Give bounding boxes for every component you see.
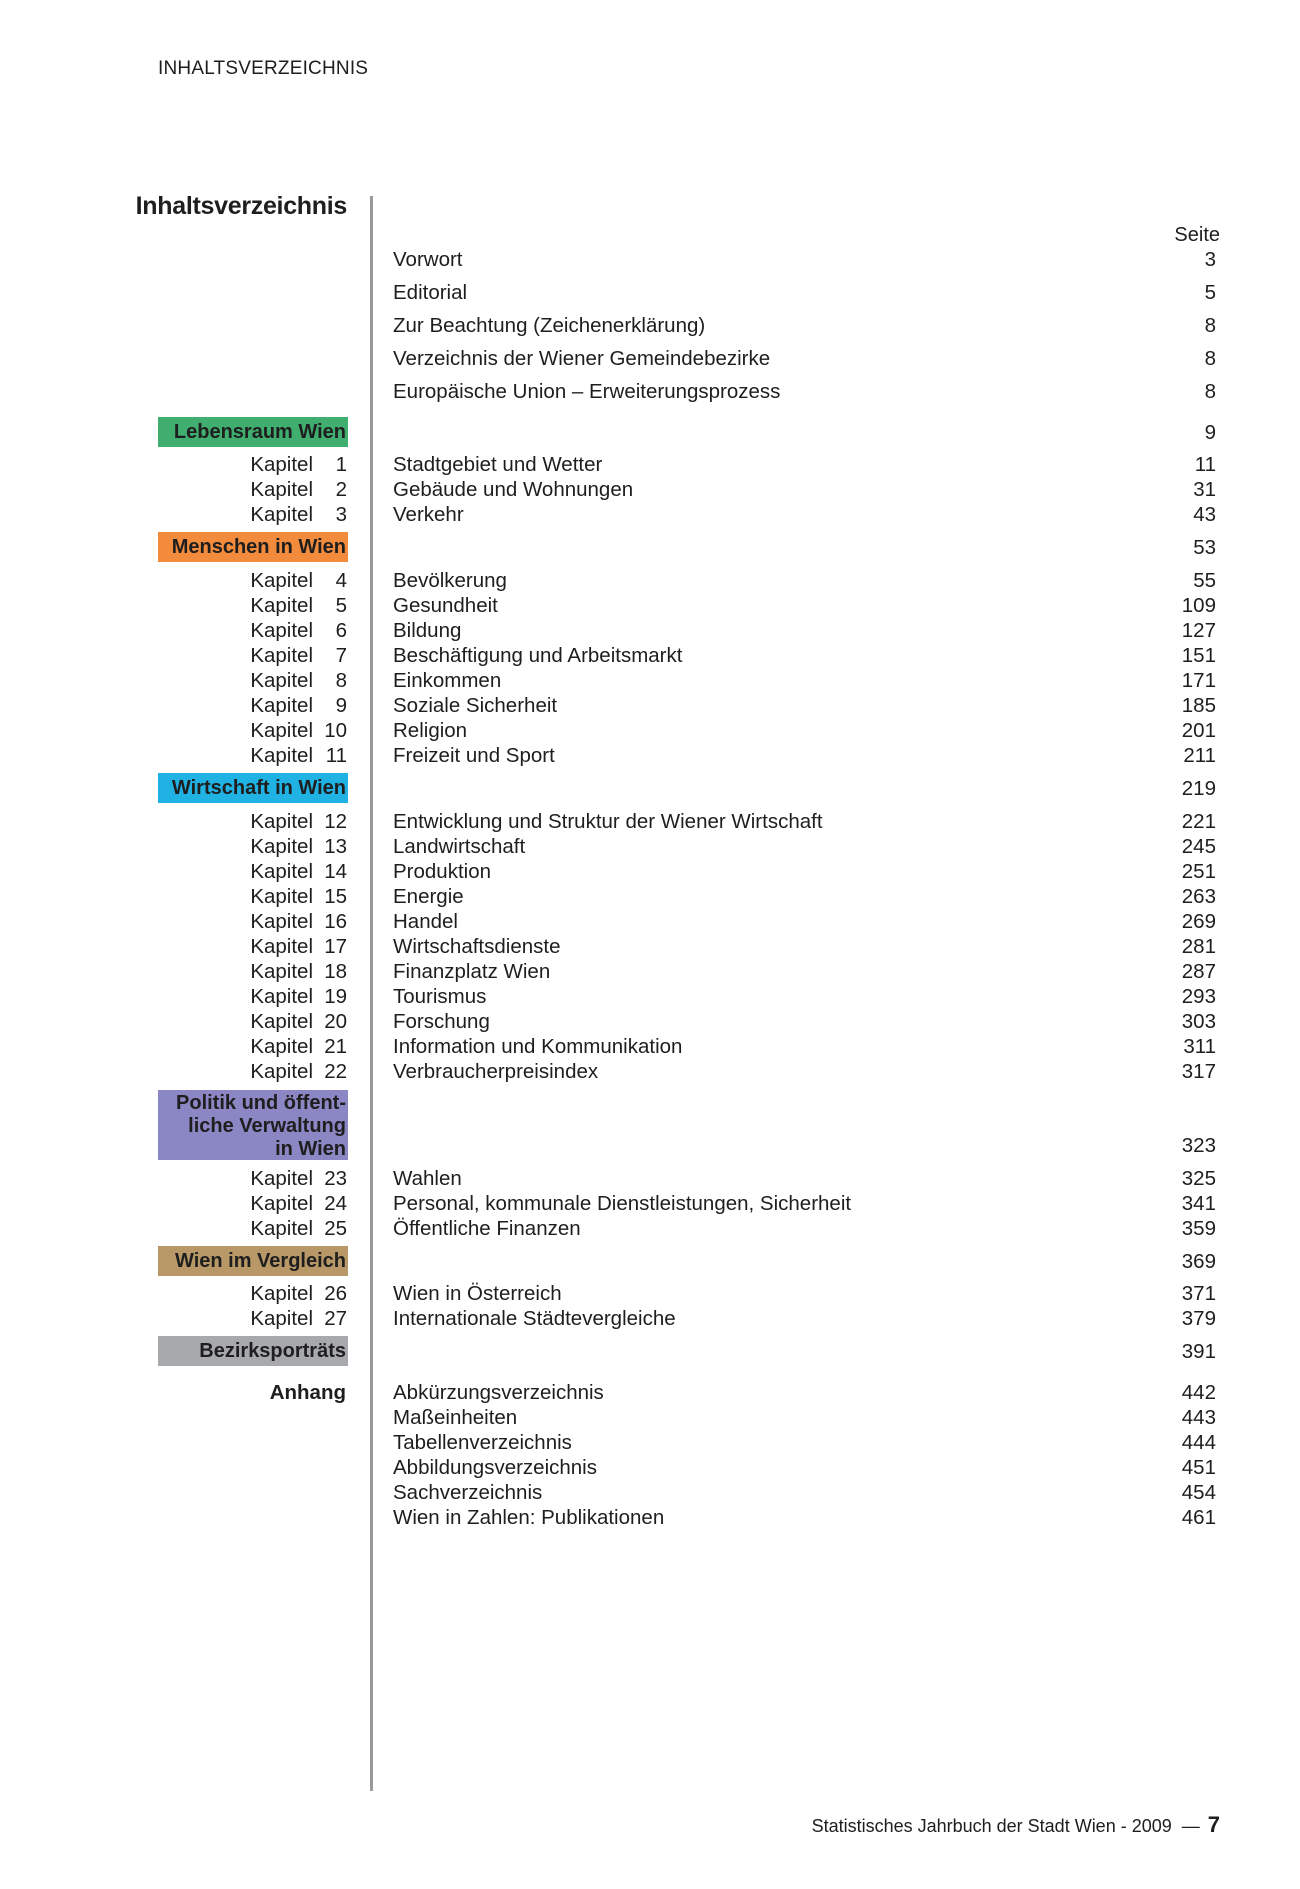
entry-page: 3: [1204, 248, 1216, 271]
chapter-row[interactable]: [0, 453, 1300, 479]
chapter-number: 2: [335, 478, 347, 501]
chapter-title: Beschäftigung und Arbeitsmarkt: [393, 644, 683, 667]
chapter-row[interactable]: [0, 935, 1300, 961]
chapter-row[interactable]: [0, 644, 1300, 670]
chapter-page: 31: [1193, 478, 1216, 501]
section-band-politik[interactable]: [158, 1090, 348, 1160]
appendix-entry[interactable]: [0, 1381, 1300, 1407]
chapter-number: 4: [335, 569, 347, 592]
chapter-row[interactable]: [0, 860, 1300, 886]
chapter-row[interactable]: [0, 1167, 1300, 1193]
chapter-row[interactable]: [0, 885, 1300, 911]
chapter-page: 127: [1181, 619, 1216, 642]
chapter-word: Kapitel: [250, 1217, 313, 1240]
section-page: 391: [1181, 1340, 1216, 1363]
section-name-line: Politik und öffent-: [176, 1092, 346, 1114]
entry-title: Verzeichnis der Wiener Gemeindebezirke: [393, 347, 771, 370]
entry-title: Abkürzungsverzeichnis: [393, 1381, 604, 1404]
section-band-vergleich[interactable]: Wien im Vergleich: [158, 1246, 348, 1276]
chapter-number: 21: [324, 1035, 347, 1058]
chapter-page: 245: [1181, 835, 1216, 858]
chapter-number: 10: [324, 719, 347, 742]
appendix-entry[interactable]: [0, 1456, 1300, 1482]
chapter-row[interactable]: [0, 719, 1300, 745]
chapter-page: 151: [1181, 644, 1216, 667]
chapter-title: Verbraucherpreisindex: [393, 1060, 599, 1083]
entry-page: 451: [1181, 1456, 1216, 1479]
chapter-word: Kapitel: [250, 885, 313, 908]
chapter-title: Personal, kommunale Dienstleistungen, Sicherheit: [393, 1192, 852, 1215]
chapter-row[interactable]: [0, 594, 1300, 620]
chapter-row[interactable]: [0, 478, 1300, 504]
toc-entry-gemeindebezirke[interactable]: [0, 347, 1300, 373]
chapter-page: 281: [1181, 935, 1216, 958]
chapter-row[interactable]: [0, 810, 1300, 836]
chapter-row[interactable]: [0, 1307, 1300, 1333]
chapter-title: Forschung: [393, 1010, 490, 1033]
entry-page: 443: [1181, 1406, 1216, 1429]
chapter-word: Kapitel: [250, 1307, 313, 1330]
chapter-page: 43: [1193, 503, 1216, 526]
chapter-number: 27: [324, 1307, 347, 1330]
section-page: 53: [1193, 536, 1216, 559]
chapter-page: 303: [1181, 1010, 1216, 1033]
chapter-word: Kapitel: [250, 1035, 313, 1058]
chapter-row[interactable]: [0, 1192, 1300, 1218]
chapter-word: Kapitel: [250, 960, 313, 983]
running-header: INHALTSVERZEICHNIS: [158, 58, 369, 79]
chapter-title: Gesundheit: [393, 594, 498, 617]
chapter-word: Kapitel: [250, 669, 313, 692]
toc-entry-zeichenerklaerung[interactable]: [0, 314, 1300, 340]
chapter-number: 14: [324, 860, 347, 883]
chapter-title: Finanzplatz Wien: [393, 960, 551, 983]
chapter-word: Kapitel: [250, 719, 313, 742]
toc-entry-vorwort[interactable]: [0, 248, 1300, 274]
chapter-title: Einkommen: [393, 669, 502, 692]
chapter-title: Verkehr: [393, 503, 464, 526]
entry-title: Sachverzeichnis: [393, 1481, 543, 1504]
chapter-word: Kapitel: [250, 985, 313, 1008]
chapter-word: Kapitel: [250, 619, 313, 642]
entry-title: Vorwort: [393, 248, 463, 271]
section-page: 219: [1181, 777, 1216, 800]
chapter-row[interactable]: [0, 503, 1300, 529]
chapter-number: 23: [324, 1167, 347, 1190]
section-page: 323: [1181, 1134, 1216, 1157]
chapter-page: 341: [1181, 1192, 1216, 1215]
chapter-row[interactable]: [0, 694, 1300, 720]
section-name-line: liche Verwaltung: [188, 1114, 346, 1137]
chapter-title: Internationale Städtevergleiche: [393, 1307, 676, 1330]
chapter-page: 185: [1181, 694, 1216, 717]
chapter-word: Kapitel: [250, 860, 313, 883]
chapter-number: 11: [325, 744, 347, 767]
chapter-page: 371: [1181, 1282, 1216, 1305]
chapter-page: 293: [1181, 985, 1216, 1008]
footer-separator: —: [1181, 1816, 1200, 1836]
page-footer: [812, 1812, 1220, 1838]
section-page: 369: [1181, 1250, 1216, 1273]
chapter-page: 263: [1181, 885, 1216, 908]
chapter-title: Entwicklung und Struktur der Wiener Wirtschaft: [393, 810, 823, 833]
chapter-row[interactable]: [0, 1010, 1300, 1036]
chapter-title: Landwirtschaft: [393, 835, 526, 858]
chapter-number: 19: [324, 985, 347, 1008]
chapter-number: 18: [324, 960, 347, 983]
chapter-word: Kapitel: [250, 744, 313, 767]
toc-entry-eu[interactable]: [0, 380, 1300, 406]
chapter-word: Kapitel: [250, 1282, 313, 1305]
chapter-title: Religion: [393, 719, 468, 742]
appendix-label: Anhang: [269, 1381, 346, 1404]
publication-title: Statistisches Jahrbuch der Stadt Wien - 2009: [811, 1816, 1172, 1836]
chapter-title: Wahlen: [393, 1167, 462, 1190]
chapter-title: Wirtschaftsdienste: [393, 935, 561, 958]
chapter-page: 221: [1181, 810, 1216, 833]
chapter-page: 287: [1181, 960, 1216, 983]
chapter-row[interactable]: [0, 1060, 1300, 1086]
entry-title: Maßeinheiten: [393, 1406, 518, 1429]
chapter-word: Kapitel: [250, 935, 313, 958]
chapter-page: 109: [1181, 594, 1216, 617]
chapter-number: 1: [335, 453, 347, 476]
chapter-page: 317: [1181, 1060, 1216, 1083]
chapter-row[interactable]: [0, 669, 1300, 695]
chapter-title: Bildung: [393, 619, 462, 642]
section-name-line: in Wien: [275, 1137, 346, 1160]
chapter-word: Kapitel: [250, 1060, 313, 1083]
entry-title: Zur Beachtung (Zeichenerklärung): [393, 314, 706, 337]
chapter-title: Bevölkerung: [393, 569, 507, 592]
chapter-title: Freizeit und Sport: [393, 744, 555, 767]
section-band-bezirksportraets[interactable]: Bezirksporträts: [158, 1336, 348, 1366]
chapter-page: 211: [1183, 744, 1216, 767]
chapter-row[interactable]: [0, 835, 1300, 861]
entry-page: 8: [1204, 347, 1216, 370]
chapter-page: 11: [1194, 453, 1216, 476]
appendix-entry[interactable]: [0, 1481, 1300, 1507]
chapter-word: Kapitel: [250, 910, 313, 933]
chapter-word: Kapitel: [250, 1192, 313, 1215]
entry-title: Tabellenverzeichnis: [393, 1431, 572, 1454]
chapter-number: 25: [324, 1217, 347, 1240]
chapter-title: Produktion: [393, 860, 492, 883]
appendix-entry[interactable]: [0, 1506, 1300, 1532]
entry-page: 442: [1181, 1381, 1216, 1404]
chapter-word: Kapitel: [250, 1167, 313, 1190]
section-page: 9: [1204, 421, 1216, 444]
chapter-title: Öffentliche Finanzen: [393, 1217, 581, 1240]
chapter-word: Kapitel: [250, 810, 313, 833]
chapter-number: 9: [335, 694, 347, 717]
chapter-word: Kapitel: [250, 1010, 313, 1033]
chapter-row[interactable]: [0, 985, 1300, 1011]
chapter-number: 6: [335, 619, 347, 642]
chapter-title: Soziale Sicherheit: [393, 694, 558, 717]
chapter-number: 7: [335, 644, 347, 667]
chapter-row[interactable]: [0, 1035, 1300, 1061]
chapter-word: Kapitel: [250, 453, 313, 476]
entry-title: Editorial: [393, 281, 468, 304]
chapter-number: 16: [324, 910, 347, 933]
chapter-row[interactable]: [0, 569, 1300, 595]
chapter-page: 359: [1181, 1217, 1216, 1240]
chapter-page: 311: [1183, 1035, 1216, 1058]
chapter-number: 8: [335, 669, 347, 692]
chapter-word: Kapitel: [250, 835, 313, 858]
chapter-number: 24: [324, 1192, 347, 1215]
chapter-number: 26: [324, 1282, 347, 1305]
appendix-entry[interactable]: [0, 1406, 1300, 1432]
chapter-number: 13: [324, 835, 347, 858]
chapter-page: 251: [1181, 860, 1216, 883]
appendix-entry[interactable]: [0, 1431, 1300, 1457]
chapter-row[interactable]: [0, 960, 1300, 986]
chapter-number: 3: [335, 503, 347, 526]
entry-page: 454: [1181, 1481, 1216, 1504]
entry-page: 444: [1181, 1431, 1216, 1454]
chapter-title: Information und Kommunikation: [393, 1035, 683, 1058]
chapter-page: 55: [1193, 569, 1216, 592]
section-band-wirtschaft[interactable]: Wirtschaft in Wien: [158, 773, 348, 803]
chapter-number: 15: [324, 885, 347, 908]
chapter-word: Kapitel: [250, 478, 313, 501]
toc-title: Inhaltsverzeichnis: [135, 192, 347, 220]
entry-page: 8: [1204, 314, 1216, 337]
chapter-row[interactable]: [0, 1217, 1300, 1243]
chapter-number: 22: [324, 1060, 347, 1083]
chapter-number: 5: [335, 594, 347, 617]
entry-page: 461: [1181, 1506, 1216, 1529]
section-band-menschen[interactable]: Menschen in Wien: [158, 532, 348, 562]
page-number: 7: [1207, 1812, 1220, 1837]
chapter-title: Gebäude und Wohnungen: [393, 478, 634, 501]
entry-page: 8: [1204, 380, 1216, 403]
entry-title: Wien in Zahlen: Publikationen: [393, 1506, 665, 1529]
chapter-word: Kapitel: [250, 694, 313, 717]
chapter-page: 269: [1181, 910, 1216, 933]
entry-title: Europäische Union – Erweiterungsprozess: [393, 380, 781, 403]
chapter-row[interactable]: [0, 619, 1300, 645]
chapter-word: Kapitel: [250, 644, 313, 667]
chapter-number: 12: [324, 810, 347, 833]
chapter-title: Wien in Österreich: [393, 1282, 562, 1305]
toc-entry-editorial[interactable]: [0, 281, 1300, 307]
entry-page: 5: [1204, 281, 1216, 304]
chapter-title: Stadtgebiet und Wetter: [393, 453, 603, 476]
chapter-title: Energie: [393, 885, 464, 908]
chapter-number: 20: [324, 1010, 347, 1033]
chapter-row[interactable]: [0, 910, 1300, 936]
chapter-page: 201: [1181, 719, 1216, 742]
chapter-page: 171: [1181, 669, 1216, 692]
page-column-header: Seite: [1174, 224, 1220, 246]
chapter-word: Kapitel: [250, 503, 313, 526]
chapter-word: Kapitel: [250, 569, 313, 592]
chapter-page: 325: [1181, 1167, 1216, 1190]
chapter-number: 17: [324, 935, 347, 958]
chapter-row[interactable]: [0, 744, 1300, 770]
section-band-lebensraum[interactable]: Lebensraum Wien: [158, 417, 348, 447]
chapter-title: Tourismus: [393, 985, 487, 1008]
chapter-row[interactable]: [0, 1282, 1300, 1308]
chapter-page: 379: [1181, 1307, 1216, 1330]
chapter-word: Kapitel: [250, 594, 313, 617]
chapter-title: Handel: [393, 910, 458, 933]
entry-title: Abbildungsverzeichnis: [393, 1456, 597, 1479]
